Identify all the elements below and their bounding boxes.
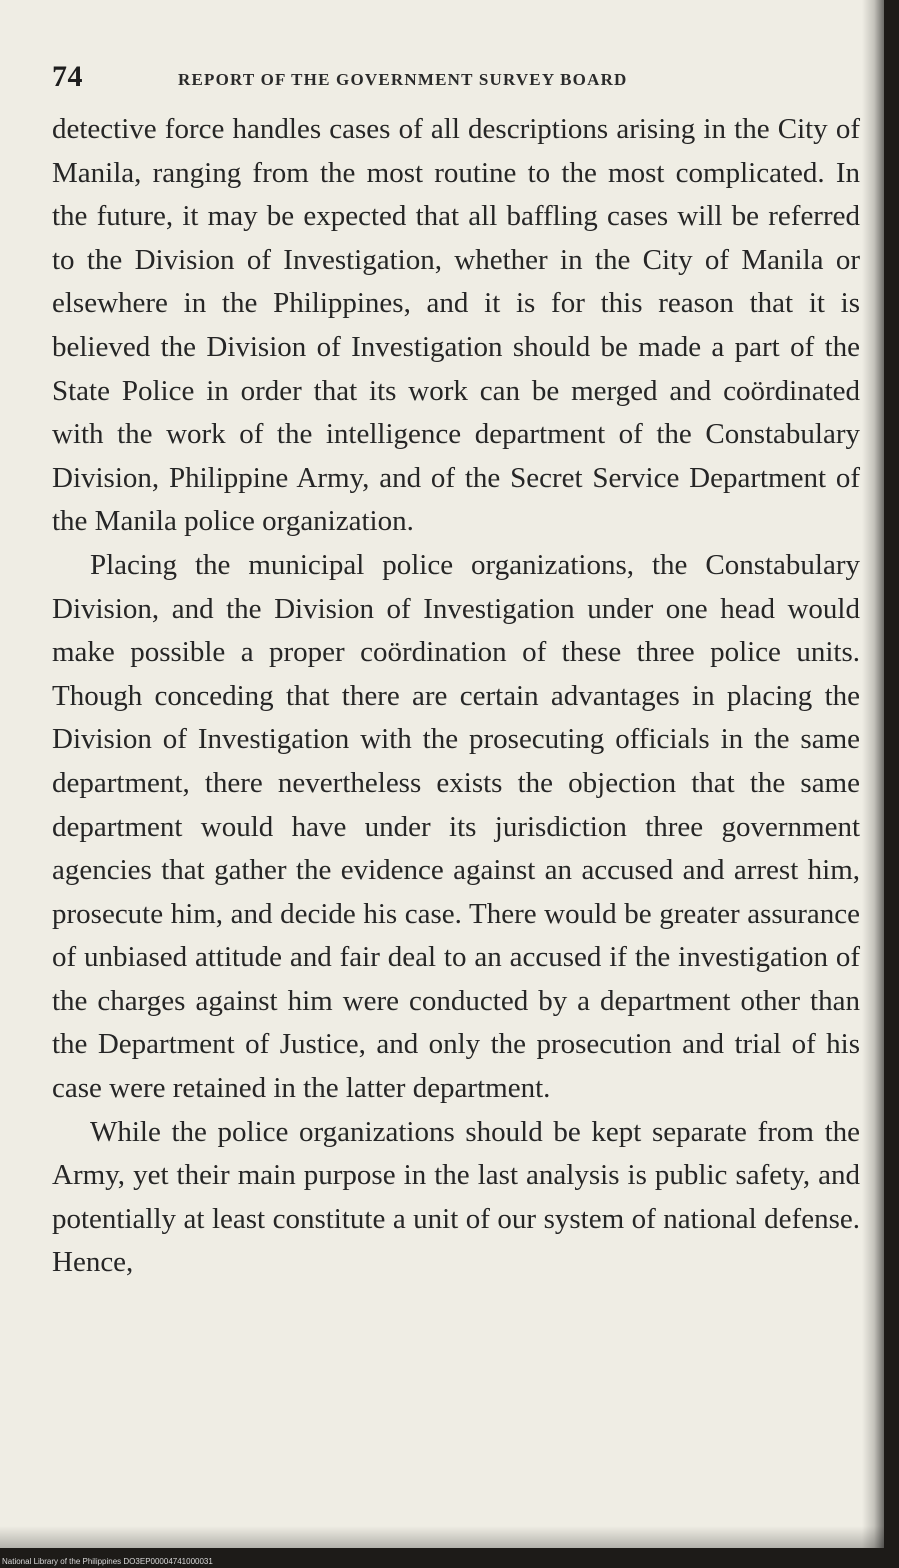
page-edge-shadow — [862, 0, 884, 1548]
page-number: 74 — [52, 60, 83, 93]
scan-footer: National Library of the Philippines DO3EP00004741000031 — [2, 1557, 213, 1566]
paragraph-2: Placing the municipal police organizations, the Constabulary Division, and the Division of Investigation under one head would make possible a proper coördination of these three police units. Though conceding that there are certain advantages in placing the Division of Investigation with the prosecuting officials in the same department, there nevertheless exists the objection that the same department would have under its jurisdiction three government agencies that gather the evidence against an accused and arrest him, prosecute him, and decide his case. There would be greater assurance of unbiased attitude and fair deal to an accused if the investigation of the charges against him were conducted by a department other than the Department of Justice, and only the prosecution and trial of his case were retained in the latter department. — [52, 548, 860, 1105]
running-head: REPORT OF THE GOVERNMENT SURVEY BOARD — [178, 70, 628, 89]
paragraph-3: While the police organizations should be kept separate from the Army, yet their main purpose in the last analysis is public safety, and potentially at least constitute a unit of our system of national defense. Hence, — [52, 1115, 860, 1279]
paragraph-1: detective force handles cases of all descriptions arising in the City of Manila, ranging from the most routine to the most complicated. In the future, it may be expected that all baffling cases will be referred to the Division of Investigation, whether in the City of Manila or elsewhere in the Philippines, and it is for this reason that it is believed the Division of Investigation should be made a part of the State Police in order that its work can be merged and coördinated with the work of the intelligence department of the Constabulary Division, Philippine Army, and of the Secret Service Department of the Manila police organization. — [52, 113, 860, 538]
body-text — [52, 108, 860, 1285]
page-bottom-shadow — [0, 1526, 884, 1548]
